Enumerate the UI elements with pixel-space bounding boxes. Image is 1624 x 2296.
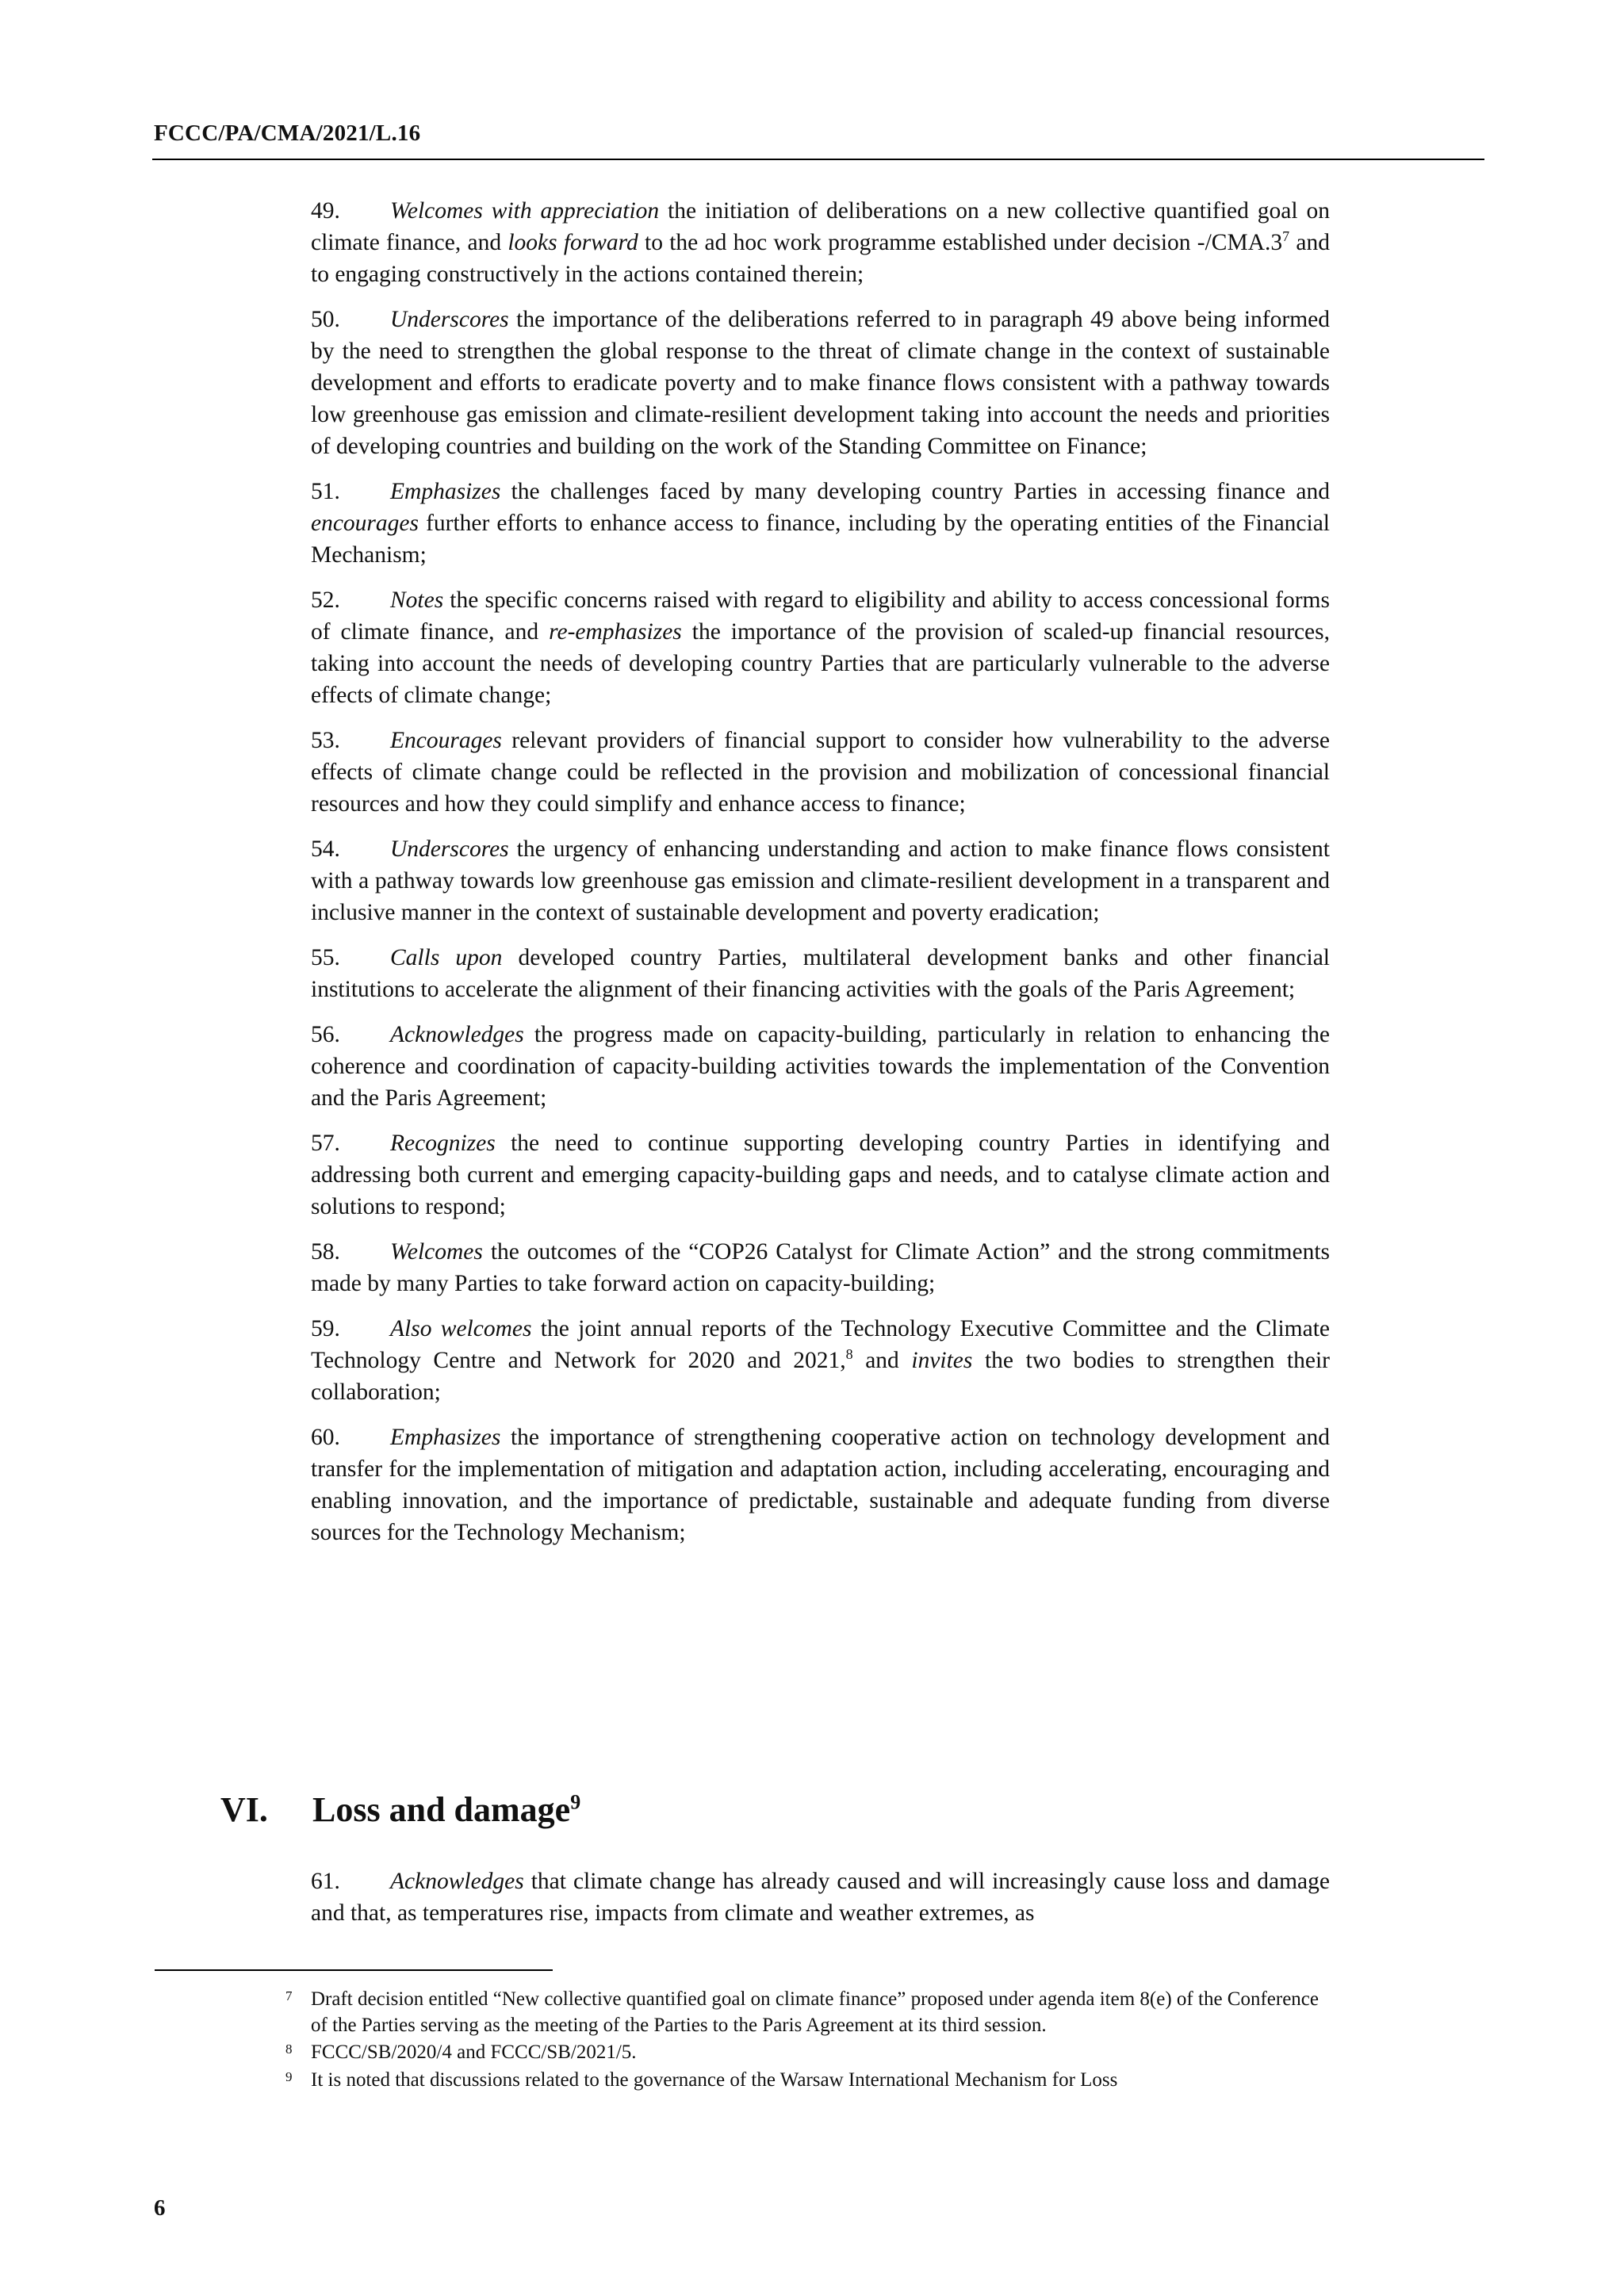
paragraph-list <box>311 195 1330 1562</box>
document-symbol: FCCC/PA/CMA/2021/L.16 <box>154 121 421 146</box>
section-heading <box>220 1788 580 1832</box>
section-paragraph-list <box>311 1866 1330 1942</box>
paragraph-56: 56. Acknowledges the progress made on capacity-building, particularly in relation to enhancing the coherence and coordination of capacity-building activities towards the implementation of the Convention and the Paris Agreement; <box>311 1022 1330 1111</box>
paragraph-59: 59. Also welcomes the joint annual reports of the Technology Executive Committee and the Climate Technology Centre and Network for 2020 and 2021,$^8$ and invites the two bodies to strengthen their collaboration; <box>311 1316 1331 1405</box>
footnote-ref-7[interactable]: 7 <box>1282 228 1290 245</box>
paragraph-49: 49. Welcomes with appreciation the initiation of deliberations on a new collective quantified goal on climate finance, and looks forward to the ad hoc work programme established under decision $-/CMA.3^7$ and to engaging constructively in the actions contained therein; <box>311 198 1330 287</box>
footnote-8: 8 FCCC/SB/2020/4 and FCCC/SB/2021/5. <box>285 2042 637 2063</box>
section-number: VI. <box>220 1790 268 1829</box>
footnote-7: 7 Draft decision entitled “New collective quantified goal on climate finance” proposed under agenda item 8(e) of the Conference of the Parties serving as the meeting of the Parties to the Paris Agreement at its third session. <box>285 1988 1319 2036</box>
paragraph-61: 61. Acknowledges that climate change has already caused and will increasingly cause loss and damage and that, as temperatures rise, impacts from climate and weather extremes, as <box>311 1869 1330 1926</box>
paragraph-60: 60. Emphasizes the importance of strengthening cooperative action on technology development and transfer for the implementation of mitigation and adaptation action, including accelerating, encouraging and enabling innovation, and the importance of predictable, sustainable and adequate funding from diverse sources for the Technology Mechanism; <box>311 1425 1330 1545</box>
paragraph-57: 57. Recognizes the need to continue supporting developing country Parties in identifying and addressing both current and emerging capacity-building gaps and needs, and to catalyse climate action and solutions to respond; <box>311 1131 1330 1219</box>
paragraph-50: 50. Underscores the importance of the deliberations referred to in paragraph 49 above being informed by the need to strengthen the global response to the threat of climate change in the context of sustainable development and efforts to eradicate poverty and to make finance flows consistent with a pathway towards low greenhouse gas emission and climate-resilient development taking into account the needs and priorities of developing countries and building on the work of the Standing Committee on Finance; <box>311 307 1330 459</box>
footnote-ref-9[interactable]: 9 <box>570 1790 581 1814</box>
page-number: 6 <box>154 2195 166 2221</box>
paragraph-51: 51. Emphasizes the challenges faced by many developing country Parties in accessing finance and encourages further efforts to enhance access to finance, including by the operating entities of the Financial Mechanism; <box>311 479 1330 568</box>
paragraph-52: 52. Notes the specific concerns raised with regard to eligibility and ability to access concessional forms of climate finance, and re-emphasizes the importance of the provision of scaled-up financial resources, taking into account the needs of developing country Parties that are particularly vulnerable to the adverse effects of climate change; <box>311 587 1330 708</box>
paragraph-58: 58. Welcomes the outcomes of the “COP26 Catalyst for Climate Action” and the strong commitments made by many Parties to take forward action on capacity-building; <box>311 1239 1330 1296</box>
header-rule <box>152 159 1484 160</box>
paragraph-54: 54. Underscores the urgency of enhancing understanding and action to make finance flows consistent with a pathway towards low greenhouse gas emission and climate-resilient development in a transparent and inclusive manner in the context of sustainable development and poverty eradication; <box>311 836 1330 925</box>
footnote-separator <box>155 1969 553 1971</box>
footnotes <box>285 1987 1324 2095</box>
footnote-ref-8[interactable]: 8 <box>845 1346 853 1363</box>
section-title: Loss and damage <box>312 1790 571 1829</box>
paragraph-53: 53. Encourages relevant providers of financial support to consider how vulnerability to the adverse effects of climate change could be reflected in the provision and mobilization of concessional financial resources and how they could simplify and enhance access to finance; <box>311 728 1330 817</box>
paragraph-55: 55. Calls upon developed country Parties, multilateral development banks and other financial institutions to accelerate the alignment of their financing activities with the goals of the Paris Agreement; <box>311 945 1330 1002</box>
footnote-9: 9 It is noted that discussions related to the governance of the Warsaw International Mechanism for Loss <box>285 2068 1118 2091</box>
